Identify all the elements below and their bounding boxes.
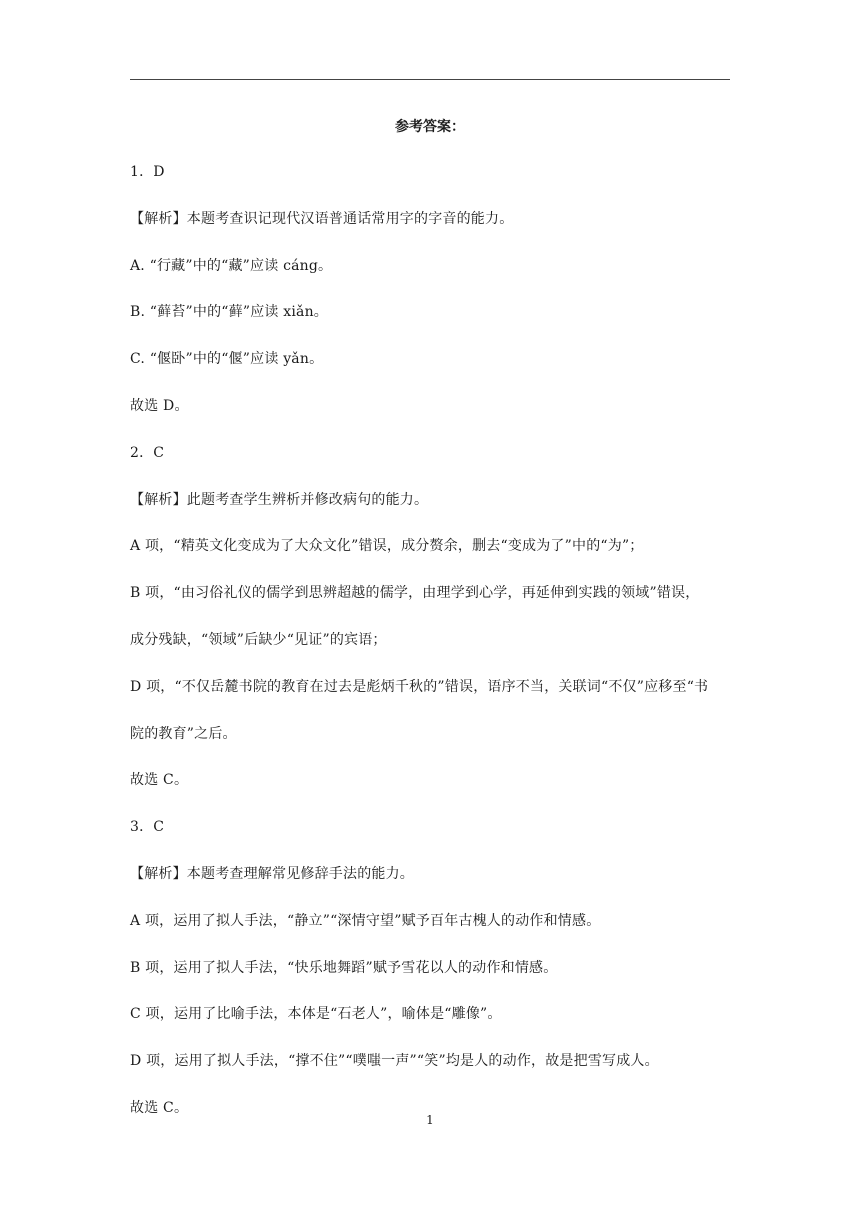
header-rule bbox=[130, 79, 730, 80]
answer-1-option-b: B. “藓苔”中的“藓”应读 xiǎn。 bbox=[130, 304, 329, 321]
answer-2-heading: 2．C bbox=[130, 444, 165, 461]
answer-1-conclusion: 故选 D。 bbox=[130, 397, 189, 414]
answer-2-conclusion: 故选 C。 bbox=[130, 772, 189, 789]
answer-3-heading: 3．C bbox=[130, 819, 165, 836]
answer-3-option-b: B 项，运用了拟人手法，“快乐地舞蹈”赋予雪花以人的动作和情感。 bbox=[130, 959, 558, 976]
page-number: 1 bbox=[426, 1113, 434, 1127]
answer-2-option-a: A 项，“精英文化变成为了大众文化”错误，成分赘余，删去“变成为了”中的“为”； bbox=[130, 538, 644, 555]
answer-2-option-d-cont: 院的教育”之后。 bbox=[130, 725, 237, 742]
answer-3-conclusion: 故选 C。 bbox=[130, 1099, 189, 1116]
answer-1-heading: 1．D bbox=[130, 164, 165, 180]
answer-body bbox=[130, 162, 730, 1145]
page-title: 参考答案： bbox=[395, 119, 465, 135]
answer-2-option-d: D 项，“不仅岳麓书院的教育在过去是彪炳千秋的”错误，语序不当，关联词“不仅”应移至“书 bbox=[130, 678, 709, 695]
answer-2-option-b: B 项，“由习俗礼仪的儒学到思辨超越的儒学，由理学到心学，再延伸到实践的领域”错误， bbox=[130, 585, 700, 602]
answer-2-option-b-cont: 成分残缺，“领域”后缺少“见证”的宾语； bbox=[130, 631, 387, 648]
answer-1-analysis: 【解析】本题考查识记现代汉语普通话常用字的字音的能力。 bbox=[130, 210, 514, 227]
answer-1-option-c: C. “偃卧”中的“偃”应读 yǎn。 bbox=[130, 351, 324, 368]
answer-1-option-a: A. “行藏”中的“藏”应读 cáng。 bbox=[130, 257, 333, 274]
answer-3-analysis: 【解析】本题考查理解常见修辞手法的能力。 bbox=[130, 865, 414, 882]
answer-3-option-a: A 项，运用了拟人手法，“静立”“深情守望”赋予百年古槐人的动作和情感。 bbox=[130, 912, 601, 929]
answer-3-option-c: C 项，运用了比喻手法，本体是“石老人”，喻体是“雕像”。 bbox=[130, 1006, 502, 1023]
answer-2-analysis: 【解析】此题考查学生辨析并修改病句的能力。 bbox=[130, 491, 429, 508]
answer-3-option-d: D 项，运用了拟人手法，“撑不住”“噗嗤一声”“笑”均是人的动作，故是把雪写成人。 bbox=[130, 1053, 659, 1070]
